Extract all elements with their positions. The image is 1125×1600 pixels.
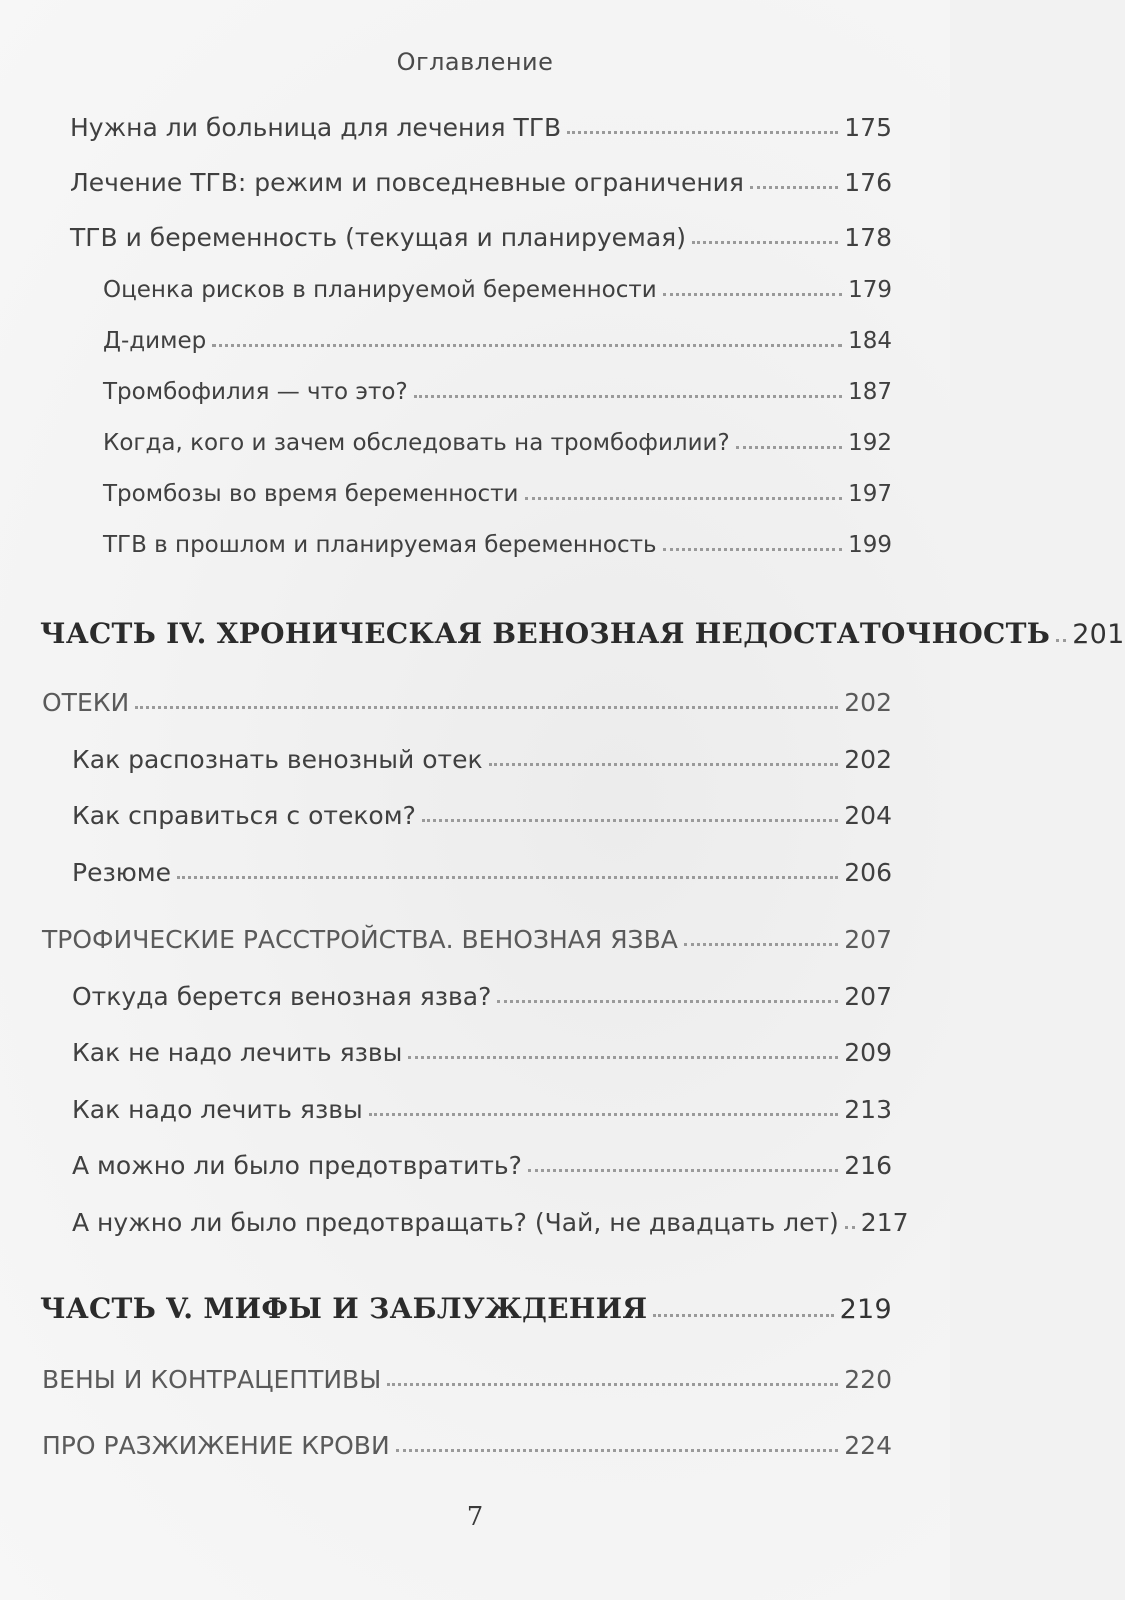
toc-entry [72,845,892,885]
dot-leader [750,186,838,189]
dot-leader [135,706,838,709]
dot-leader [408,1056,838,1059]
toc-entry-page: 207 [844,982,892,1011]
toc-entry [70,100,892,140]
dot-leader [663,293,842,296]
dot-leader [414,395,842,398]
toc-entry-page: 184 [848,328,892,354]
toc-entry-title: Как распознать венозный отек [72,745,483,774]
toc-entry-page: 202 [844,745,892,774]
dot-leader [663,548,843,551]
toc-part-title: ЧАСТЬ V. МИФЫ И ЗАБЛУЖДЕНИЯ [40,1292,648,1325]
toc-entry-title: Как не надо лечить язвы [72,1038,403,1067]
toc-entry [72,969,892,1009]
toc-entry-title: Тромбозы во время беременности [103,481,519,507]
running-head: Оглавление [396,48,554,76]
toc-entry-page: 202 [844,688,892,717]
toc-entry-title: Откуда берется венозная язва? [72,982,492,1011]
dot-leader [653,1314,833,1317]
toc-entry-page: 199 [848,532,892,558]
toc-entry-page: 179 [848,277,892,303]
toc-entry-page: 220 [844,1365,892,1394]
toc-entry-title: Тромбофилия — что это? [103,379,408,405]
toc-subentry [103,517,892,557]
dot-leader [387,1383,838,1386]
dot-leader [525,497,843,500]
dot-leader [497,1000,838,1003]
dot-leader [212,344,842,347]
toc-entry-page: 176 [844,168,892,197]
toc-entry-title: Оценка рисков в планируемой беременности [103,277,657,303]
toc-entry-title: А можно ли было предотвратить? [72,1151,522,1180]
dot-leader [177,876,838,879]
toc-entry-page: 192 [848,430,892,456]
toc-entry [70,155,892,195]
dot-leader [369,1113,839,1116]
toc-part-title: ЧАСТЬ IV. ХРОНИЧЕСКАЯ ВЕНОЗНАЯ НЕДОСТАТОЧНОСТЬ [40,617,1051,650]
toc-section [42,675,892,715]
toc-section [42,1352,892,1392]
toc-subentry [103,466,892,506]
toc-entry [72,788,892,828]
toc-entry [70,210,892,250]
toc-entry-page: 216 [844,1151,892,1180]
toc-entry-page: 209 [844,1038,892,1067]
toc-section [42,912,892,952]
toc-entry [72,1082,892,1122]
toc-entry [72,1138,892,1178]
dot-leader [422,819,838,822]
toc-entry-page: 204 [844,801,892,830]
toc-entry [72,732,892,772]
toc-entry-page: 219 [839,1294,892,1325]
toc-entry-title: Нужна ли больница для лечения ТГВ [70,113,562,142]
dot-leader [845,1226,855,1229]
toc-subentry [103,313,892,353]
dot-leader [567,131,838,134]
toc-part-heading [40,1283,892,1323]
toc-entry-page: 217 [860,1208,909,1237]
toc-entry-page: 178 [844,223,892,252]
dot-leader [528,1169,838,1172]
dot-leader [1056,639,1066,642]
toc-entry-title: Когда, кого и зачем обследовать на тромбофилии? [103,430,730,456]
toc-subentry [103,364,892,404]
toc-entry-title: Резюме [72,858,172,887]
page-number: 7 [466,1502,484,1532]
toc-section [42,1418,892,1458]
dot-leader [489,763,839,766]
toc-entry-page: 175 [844,113,892,142]
dot-leader [692,241,838,244]
toc-entry-page: 197 [848,481,892,507]
toc-section-title: ВЕНЫ И КОНТРАЦЕПТИВЫ [42,1365,382,1394]
toc-entry-page: 224 [844,1431,892,1460]
toc-entry-title: ТГВ в прошлом и планируемая беременность [103,532,657,558]
toc-entry [72,1025,892,1065]
toc-entry-page: 187 [848,379,892,405]
toc-entry [72,1195,909,1237]
toc-entry-title: ТГВ и беременность (текущая и планируемая) [70,223,686,252]
toc-entry-page: 201 [1072,619,1125,650]
toc-section-title: ПРО РАЗЖИЖЕНИЕ КРОВИ [42,1431,390,1460]
dot-leader [396,1449,839,1452]
toc-entry-title: Лечение ТГВ: режим и повседневные ограничения [70,168,744,197]
toc-section-title: ОТЕКИ [42,688,130,717]
toc-subentry [103,415,892,455]
toc-entry-title: А нужно ли было предотвращать? (Чай, не двадцать лет) [72,1208,839,1237]
dot-leader [684,943,838,946]
toc-entry-title: Как справиться с отеком? [72,801,416,830]
toc-part-heading [40,608,1125,650]
toc-entry-page: 206 [844,858,892,887]
dot-leader [736,446,842,449]
toc-entry-title: Д-димер [103,328,207,354]
toc-entry-title: Как надо лечить язвы [72,1095,363,1124]
toc-section-title: ТРОФИЧЕСКИЕ РАССТРОЙСТВА. ВЕНОЗНАЯ ЯЗВА [42,925,678,954]
toc-entry-page: 207 [844,925,892,954]
toc-subentry [103,262,892,302]
toc-entry-page: 213 [844,1095,892,1124]
